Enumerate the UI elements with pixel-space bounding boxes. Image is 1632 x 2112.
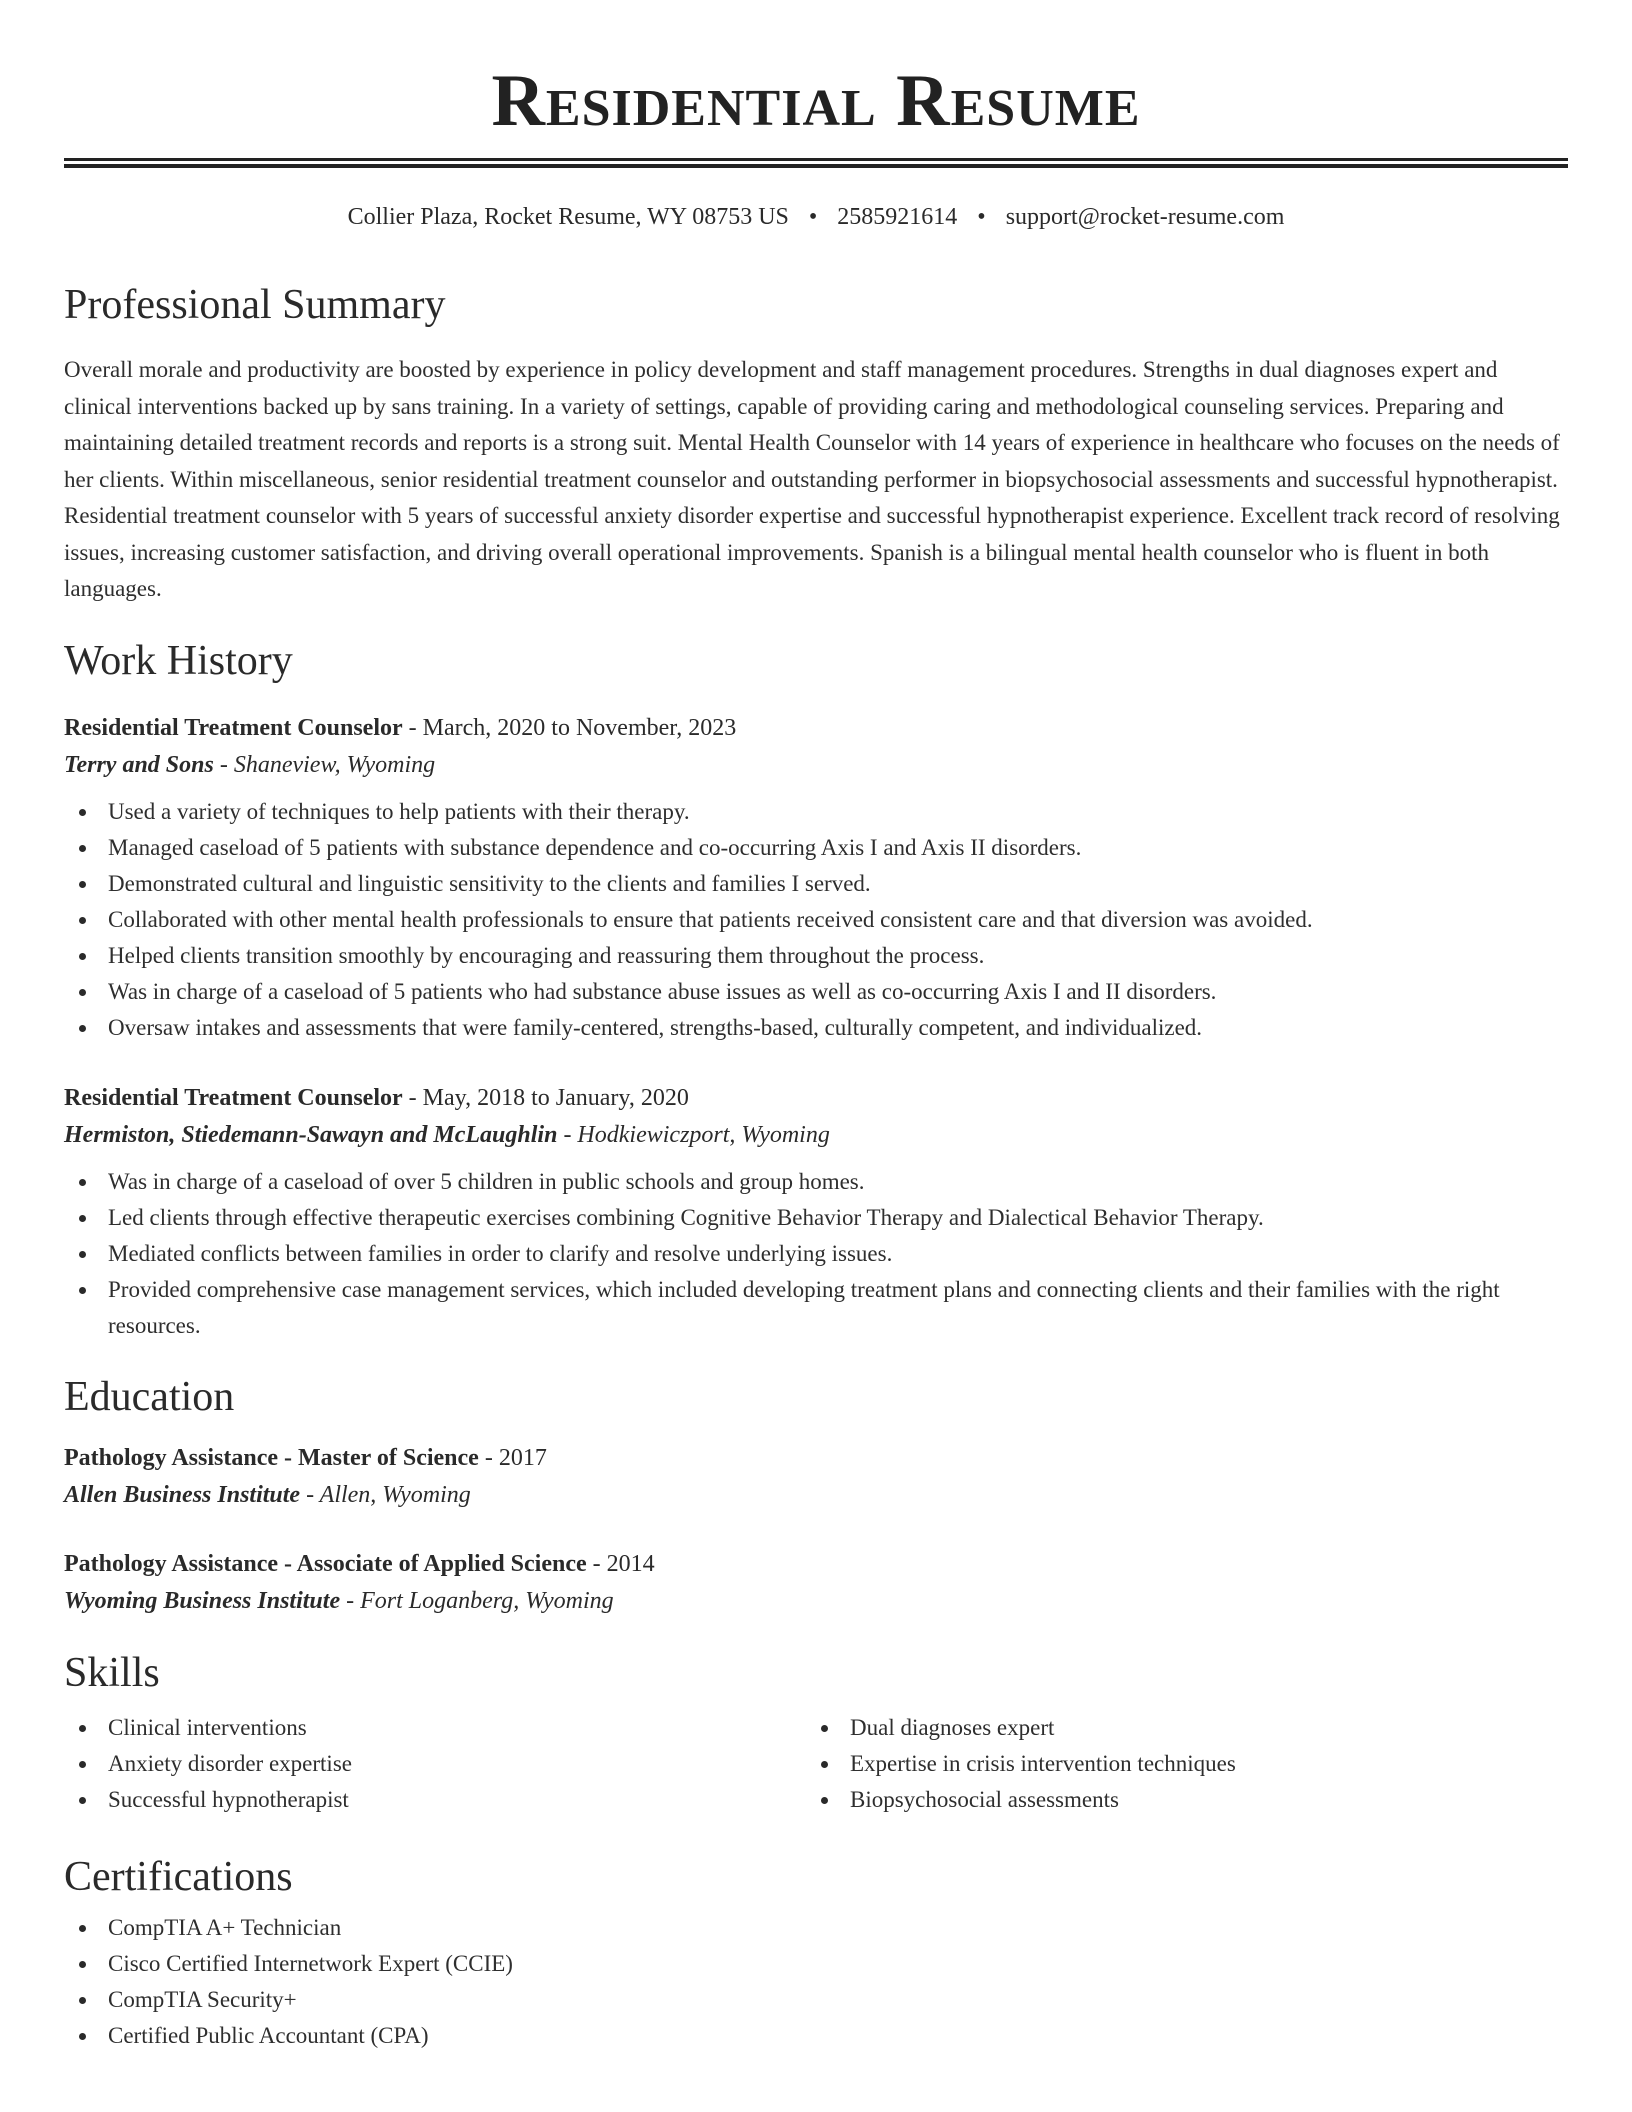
list-item: Successful hypnotherapist	[64, 1782, 806, 1818]
degree-year: - 2017	[478, 1445, 547, 1472]
list-item: Provided comprehensive case management services, which included developing treatment plans and connecting clients and their families with the right resources.	[64, 1272, 1568, 1344]
contact-separator: •	[808, 204, 818, 230]
job-dates: - March, 2020 to November, 2023	[402, 714, 737, 741]
list-item: Oversaw intakes and assessments that were family-centered, strengths-based, culturally competent, and individualized.	[64, 1010, 1568, 1046]
job-bullets	[64, 794, 1568, 1046]
school-location: - Allen, Wyoming	[300, 1482, 471, 1509]
skills-heading: Skills	[64, 1650, 160, 1697]
list-item: CompTIA Security+	[64, 1982, 1568, 2018]
job-title-line	[64, 710, 1568, 746]
job-company: Hermiston, Stiedemann-Sawayn and McLaughlin	[64, 1121, 558, 1148]
certifications-list	[64, 1910, 1568, 2054]
job-company: Terry and Sons	[64, 751, 214, 778]
education-entry	[64, 1440, 1568, 1514]
list-item: Biopsychosocial assessments	[806, 1782, 1548, 1818]
list-item: Helped clients transition smoothly by encouraging and reassuring them throughout the process.	[64, 938, 1568, 974]
job-title: Residential Treatment Counselor	[64, 714, 403, 741]
list-item: Collaborated with other mental health professionals to ensure that patients received consistent care and that diversion was avoided.	[64, 902, 1568, 938]
list-item: Certified Public Accountant (CPA)	[64, 2018, 1568, 2054]
degree-line	[64, 1546, 1568, 1582]
contact-email[interactable]: support@rocket-resume.com	[1005, 204, 1285, 230]
degree-name: Pathology Assistance - Master of Science	[64, 1445, 479, 1472]
list-item: Dual diagnoses expert	[806, 1710, 1548, 1746]
contact-address: Collier Plaza, Rocket Resume, WY 08753 US	[347, 204, 789, 230]
skills-column-left	[64, 1710, 806, 1818]
school-name: Wyoming Business Institute	[64, 1588, 341, 1615]
job-company-line	[64, 746, 1568, 784]
school-line	[64, 1476, 1568, 1514]
list-item: Was in charge of a caseload of over 5 children in public schools and group homes.	[64, 1164, 1568, 1200]
job-entry	[64, 710, 1568, 1046]
title-divider	[64, 158, 1568, 168]
list-item: Clinical interventions	[64, 1710, 806, 1746]
skills-column-right	[806, 1710, 1548, 1818]
job-entry	[64, 1080, 1568, 1344]
school-line	[64, 1582, 1568, 1620]
list-item: CompTIA A+ Technician	[64, 1910, 1568, 1946]
work-history-heading: Work History	[64, 637, 293, 684]
contact-separator: •	[977, 204, 986, 230]
list-item: Expertise in crisis intervention techniques	[806, 1746, 1548, 1782]
school-location: - Fort Loganberg, Wyoming	[340, 1588, 614, 1615]
list-item: Demonstrated cultural and linguistic sensitivity to the clients and families I served.	[64, 866, 1568, 902]
job-title-line	[64, 1080, 1568, 1116]
skills-grid	[64, 1710, 1568, 1818]
job-company-line	[64, 1116, 1568, 1154]
job-location: - Shaneview, Wyoming	[213, 751, 436, 778]
education-heading: Education	[64, 1373, 235, 1420]
job-title: Residential Treatment Counselor	[64, 1084, 403, 1111]
degree-line	[64, 1440, 1568, 1476]
list-item: Mediated conflicts between families in order to clarify and resolve underlying issues.	[64, 1236, 1568, 1272]
contact-line	[64, 204, 1568, 236]
list-item: Managed caseload of 5 patients with substance dependence and co-occurring Axis I and Axis II disorders.	[64, 830, 1568, 866]
education-entry	[64, 1546, 1568, 1620]
degree-year: - 2014	[586, 1551, 655, 1578]
school-name: Allen Business Institute	[64, 1482, 301, 1509]
job-dates: - May, 2018 to January, 2020	[402, 1084, 689, 1111]
list-item: Anxiety disorder expertise	[64, 1746, 806, 1782]
summary-heading: Professional Summary	[64, 282, 446, 328]
list-item: Was in charge of a caseload of 5 patients who had substance abuse issues as well as co-occurring Axis I and II disorders.	[64, 974, 1568, 1010]
certifications-heading: Certifications	[64, 1854, 293, 1901]
contact-phone[interactable]: 2585921614	[837, 204, 958, 230]
job-bullets	[64, 1164, 1568, 1344]
list-item: Led clients through effective therapeutic exercises combining Cognitive Behavior Therapy and Dialectical Behavior Therapy.	[64, 1200, 1568, 1236]
degree-name: Pathology Assistance - Associate of Applied Science	[64, 1551, 587, 1578]
list-item: Cisco Certified Internetwork Expert (CCIE)	[64, 1946, 1568, 1982]
resume-title: Residential Resume	[491, 60, 1141, 142]
job-location: - Hodkiewiczport, Wyoming	[557, 1121, 830, 1148]
list-item: Used a variety of techniques to help patients with their therapy.	[64, 794, 1568, 830]
summary-text: Overall morale and productivity are boosted by experience in policy development and staff management procedures. Strengths in dual diagnoses expert and clinical interventions backed up by sans training. In a variety of settings, capable of providing caring and methodological counseling services. Preparing and maintaining detailed treatment records and reports is a strong suit. Mental Health Counselor with 14 years of experience in healthcare who focuses on the needs of her clients. Within miscellaneous, senior residential treatment counselor and outstanding performer in biopsychosocial assessments and successful hypnotherapist. Residential treatment counselor with 5 years of successful anxiety disorder expertise and successful hypnotherapist experience. Excellent track record of resolving issues, increasing customer satisfaction, and driving overall operational improvements. Spanish is a bilingual mental health counselor who is fluent in both languages.	[64, 357, 1560, 602]
